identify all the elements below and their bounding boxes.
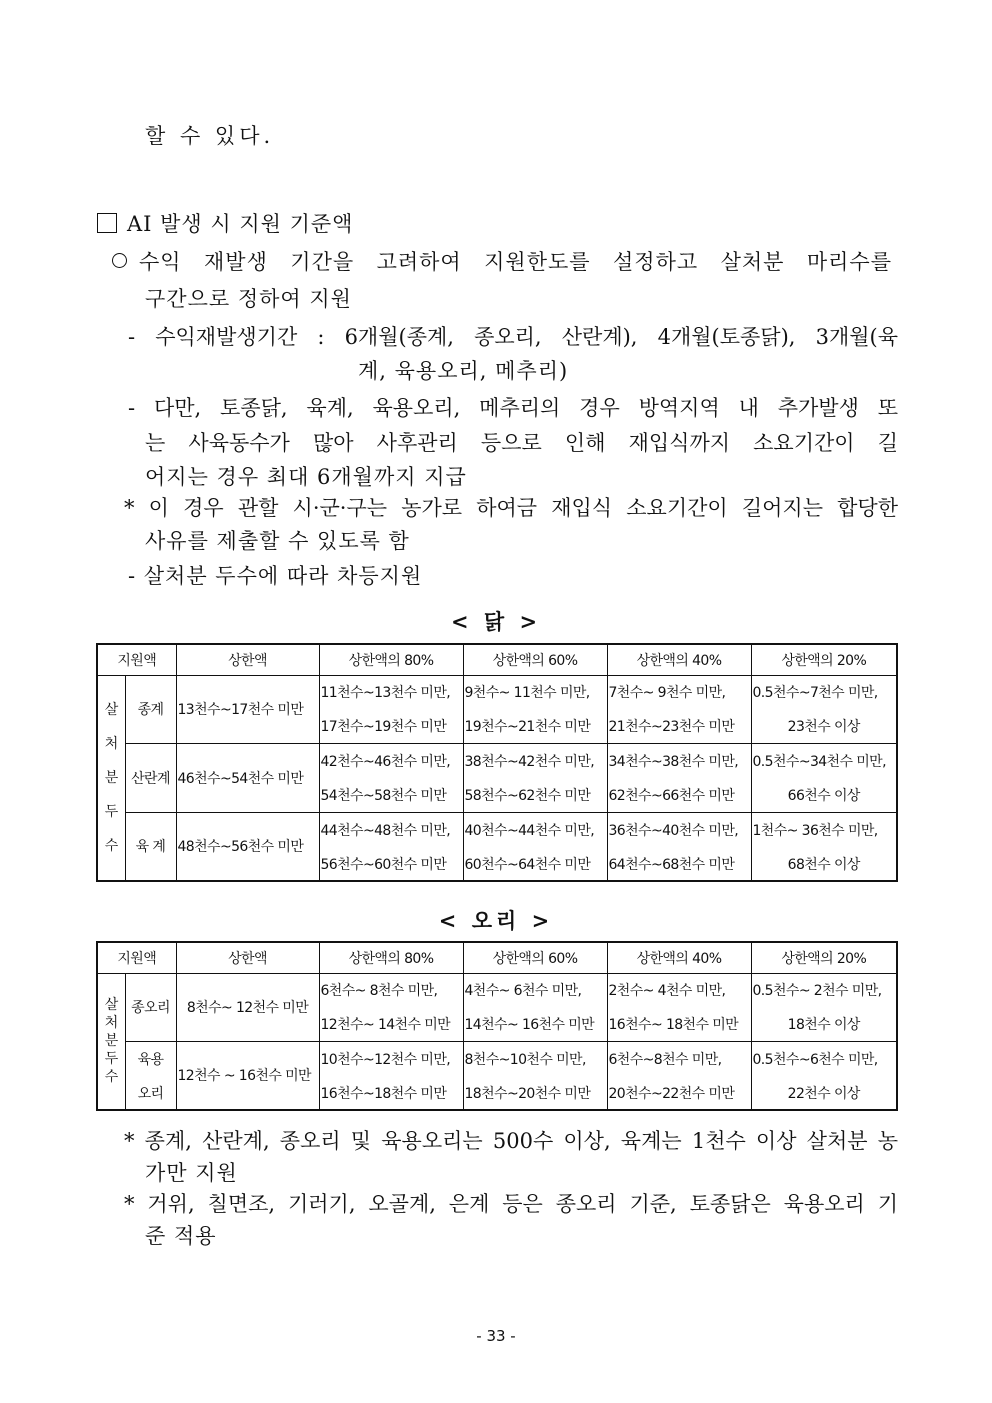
circle-bullet-icon	[112, 253, 127, 268]
range-cell: 18천수 이상	[751, 1007, 897, 1041]
section-title-text: AI 발생 시 지원 기준액	[127, 212, 354, 236]
page-number: - 33 -	[476, 1327, 516, 1345]
range-cell: 68천수 이상	[751, 847, 897, 881]
range-cell: 19천수~21천수 미만	[463, 709, 607, 743]
range-cell: 54천수~58천수 미만	[319, 778, 463, 812]
header-60: 상한액의 60%	[463, 942, 607, 973]
table-row	[97, 973, 897, 1007]
group-label-vertical	[97, 973, 125, 1110]
range-cell: 8천수~10천수 미만,	[463, 1041, 607, 1076]
bullet-line-2: 구간으로 정하여 지원	[145, 287, 352, 311]
sub-item-1-line-1: - 수익재발생기간 : 6개월(종계, 종오리, 산란계), 4개월(토종닭), 3개월(육	[128, 325, 898, 349]
note-1-line-2: 사유를 제출할 수 있도록 함	[145, 529, 410, 553]
range-cell: 0.5천수~34천수 미만,	[751, 743, 897, 778]
table-header-row	[97, 942, 897, 973]
table-row	[97, 1041, 897, 1076]
range-cell: 60천수~64천수 미만	[463, 847, 607, 881]
range-cell: 4천수~ 6천수 미만,	[463, 973, 607, 1007]
range-cell: 64천수~68천수 미만	[607, 847, 751, 881]
header-upper-limit: 상한액	[176, 942, 319, 973]
sub-item-2-line-1: - 다만, 토종닭, 육계, 육용오리, 메추리의 경우 방역지역 내 추가발생 또	[128, 396, 898, 420]
range-cell: 38천수~42천수 미만,	[463, 743, 607, 778]
range-cell: 36천수~40천수 미만,	[607, 812, 751, 847]
range-cell: 22천수 이상	[751, 1076, 897, 1110]
range-cell: 11천수~13천수 미만,	[319, 675, 463, 709]
range-cell: 21천수~23천수 미만	[607, 709, 751, 743]
range-cell: 44천수~48천수 미만,	[319, 812, 463, 847]
bullet-line-1: 수익 재발생 기간을 고려하여 지원한도를 설정하고 살처분 마리수를	[139, 250, 892, 274]
table-header-row	[97, 644, 897, 675]
group-label-char: 처	[104, 735, 118, 752]
range-cell: 40천수~44천수 미만,	[463, 812, 607, 847]
bullet-point	[112, 246, 892, 276]
range-cell: 17천수~19천수 미만	[319, 709, 463, 743]
header-60: 상한액의 60%	[463, 644, 607, 675]
breed-cell: 종오리	[125, 973, 176, 1041]
group-label-char: 수	[104, 1069, 118, 1086]
sub-item-1-line-2: 계, 육용오리, 메추리)	[358, 359, 569, 383]
range-cell: 2천수~ 4천수 미만,	[607, 973, 751, 1007]
section-title	[97, 208, 353, 238]
breed-cell: 산란계	[125, 743, 176, 812]
header-80: 상한액의 80%	[319, 942, 463, 973]
group-label-char: 수	[104, 837, 118, 854]
range-cell: 16천수~ 18천수 미만	[607, 1007, 751, 1041]
breed-cell: 육 계	[125, 812, 176, 881]
header-support-amount: 지원액	[97, 942, 176, 973]
range-cell: 0.5천수~6천수 미만,	[751, 1041, 897, 1076]
upper-limit-cell: 12천수 ~ 16천수 미만	[176, 1041, 319, 1110]
group-label-char: 살	[104, 997, 118, 1014]
range-cell: 0.5천수~ 2천수 미만,	[751, 973, 897, 1007]
note-3-line-1: * 거위, 칠면조, 기러기, 오골계, 은계 등은 종오리 기준, 토종닭은 육용오리 기	[124, 1192, 898, 1216]
range-cell: 56천수~60천수 미만	[319, 847, 463, 881]
group-label-char: 살	[104, 701, 118, 718]
duck-table	[96, 941, 898, 1111]
table-row	[97, 812, 897, 847]
group-label-char: 처	[104, 1015, 118, 1032]
header-20: 상한액의 20%	[751, 942, 897, 973]
header-40: 상한액의 40%	[607, 644, 751, 675]
header-80: 상한액의 80%	[319, 644, 463, 675]
range-cell: 20천수~22천수 미만	[607, 1076, 751, 1110]
group-label-char: 분	[104, 769, 118, 786]
upper-limit-cell: 13천수~17천수 미만	[176, 675, 319, 743]
group-label-vertical	[97, 675, 125, 881]
duck-table-caption: < 오리 >	[438, 908, 554, 933]
chicken-table	[96, 643, 898, 882]
upper-limit-cell: 8천수~ 12천수 미만	[176, 973, 319, 1041]
note-1-line-1: * 이 경우 관할 시·군·구는 농가로 하여금 재입식 소요기간이 길어지는 합당한	[124, 496, 898, 520]
range-cell: 10천수~12천수 미만,	[319, 1041, 463, 1076]
table-row	[97, 743, 897, 778]
note-2-line-1: * 종계, 산란계, 종오리 및 육용오리는 500수 이상, 육계는 1천수 이상 살처분 농	[124, 1129, 898, 1153]
range-cell: 34천수~38천수 미만,	[607, 743, 751, 778]
range-cell: 6천수~ 8천수 미만,	[319, 973, 463, 1007]
group-label-char: 두	[104, 803, 118, 820]
upper-limit-cell: 48천수~56천수 미만	[176, 812, 319, 881]
range-cell: 6천수~8천수 미만,	[607, 1041, 751, 1076]
range-cell: 7천수~ 9천수 미만,	[607, 675, 751, 709]
sub-item-2-line-2: 는 사육동수가 많아 사후관리 등으로 인해 재입식까지 소요기간이 길	[145, 431, 898, 455]
range-cell: 58천수~62천수 미만	[463, 778, 607, 812]
group-label-char: 분	[104, 1033, 118, 1050]
header-40: 상한액의 40%	[607, 942, 751, 973]
range-cell: 16천수~18천수 미만	[319, 1076, 463, 1110]
header-20: 상한액의 20%	[751, 644, 897, 675]
checkbox-square-icon	[97, 213, 117, 233]
range-cell: 9천수~ 11천수 미만,	[463, 675, 607, 709]
breed-cell-bottom: 오리	[125, 1076, 176, 1110]
range-cell: 12천수~ 14천수 미만	[319, 1007, 463, 1041]
group-label-char: 두	[104, 1051, 118, 1068]
range-cell: 1천수~ 36천수 미만,	[751, 812, 897, 847]
upper-limit-cell: 46천수~54천수 미만	[176, 743, 319, 812]
header-upper-limit: 상한액	[176, 644, 319, 675]
range-cell: 42천수~46천수 미만,	[319, 743, 463, 778]
range-cell: 18천수~20천수 미만	[463, 1076, 607, 1110]
header-support-amount: 지원액	[97, 644, 176, 675]
range-cell: 23천수 이상	[751, 709, 897, 743]
range-cell: 62천수~66천수 미만	[607, 778, 751, 812]
note-3-line-2: 준 적용	[145, 1224, 217, 1248]
sub-item-2-line-3: 어지는 경우 최대 6개월까지 지급	[145, 465, 467, 489]
sub-item-3: - 살처분 두수에 따라 차등지원	[128, 564, 423, 588]
range-cell: 66천수 이상	[751, 778, 897, 812]
breed-cell-top: 육용	[125, 1041, 176, 1076]
note-2-line-2: 가만 지원	[145, 1161, 238, 1185]
table-row	[97, 675, 897, 709]
range-cell: 14천수~ 16천수 미만	[463, 1007, 607, 1041]
range-cell: 0.5천수~7천수 미만,	[751, 675, 897, 709]
chicken-table-caption: < 닭 >	[450, 609, 542, 634]
breed-cell: 종계	[125, 675, 176, 743]
intro-continuation: 할 수 있다.	[145, 124, 275, 148]
